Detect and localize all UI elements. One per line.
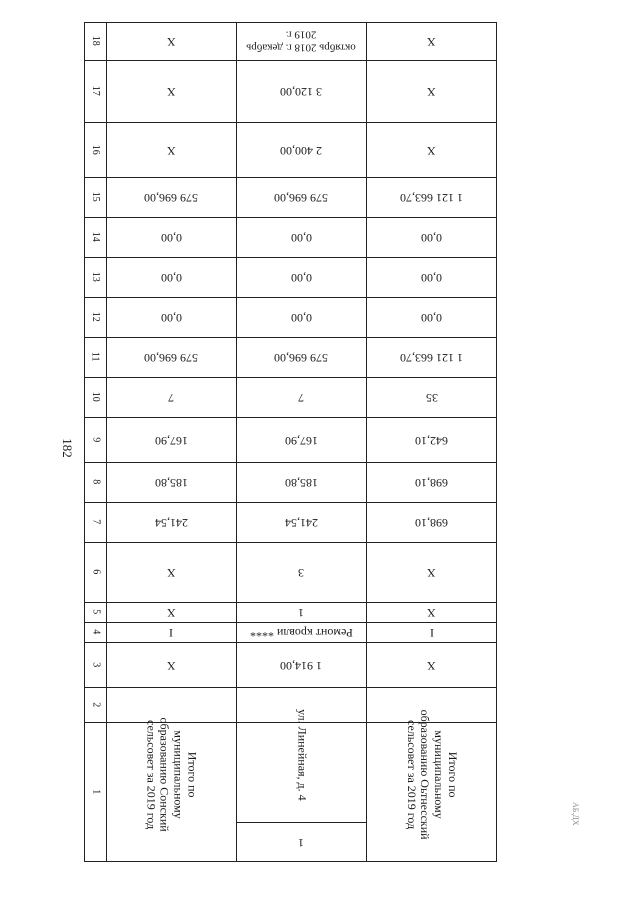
- table-cell-text: Х: [427, 143, 436, 158]
- table-cell-text: 0,00: [160, 230, 182, 245]
- table-cell: [366, 177, 497, 217]
- margin-note: АБ.ДХ: [571, 802, 580, 826]
- header-cell: [84, 177, 106, 217]
- table-cell-text: 1: [298, 605, 304, 620]
- table-cell-text: 0,00: [160, 270, 182, 285]
- table-cell-text: 35: [425, 390, 438, 405]
- header-cell-text: 12: [89, 312, 101, 322]
- table-cell: [236, 687, 366, 822]
- table-cell-text: Х: [427, 565, 436, 580]
- table-cell: [106, 687, 236, 862]
- table-cell: [366, 687, 497, 862]
- table-cell: [366, 417, 497, 462]
- table-cell-text: Х: [166, 658, 176, 673]
- header-cell-text: 9: [89, 437, 101, 442]
- table-cell: [236, 462, 366, 502]
- header-cell: [84, 22, 106, 60]
- header-cell: [84, 642, 106, 687]
- table-cell-text: Итого по муниципальному образованию Сонский сельсовет за 2019 год: [144, 717, 200, 832]
- header-cell-text: 18: [89, 36, 101, 46]
- table-cell-text: 698,10: [415, 515, 448, 530]
- table-cell: [236, 822, 366, 862]
- table-cell: [106, 217, 236, 257]
- table-cell-text: 3: [298, 565, 304, 580]
- table-cell: [236, 177, 366, 217]
- header-cell: [84, 462, 106, 502]
- header-cell-text: 8: [89, 479, 101, 485]
- table-cell: [236, 297, 366, 337]
- table-cell: [236, 337, 366, 377]
- header-cell: [84, 602, 106, 622]
- page-number: 182: [60, 438, 75, 458]
- table-cell-text: 241,54: [154, 515, 188, 530]
- table-cell-text: 3 120,00: [280, 84, 322, 99]
- table-cell-text: 0,00: [421, 310, 442, 325]
- table-cell-text: I: [169, 625, 173, 640]
- table-cell-text: октябрь 2018 г. декабрь 2019 г.: [246, 29, 356, 54]
- table-cell-text: 0,00: [290, 270, 312, 285]
- table-cell-text: 0,00: [421, 270, 442, 285]
- table-cell: [106, 257, 236, 297]
- table-cell: [236, 377, 366, 417]
- table-cell: [236, 602, 366, 622]
- table-cell-text: Х: [427, 605, 436, 620]
- table-cell: [106, 337, 236, 377]
- table-cell: [106, 122, 236, 177]
- table-cell: [366, 542, 497, 602]
- table-cell: [236, 642, 366, 687]
- table-cell: [106, 622, 236, 642]
- table-cell: [106, 462, 236, 502]
- header-cell-text: 15: [89, 192, 101, 202]
- header-cell: [84, 417, 106, 462]
- header-cell-text: 5: [89, 609, 101, 615]
- table-cell-text: 185,80: [284, 475, 318, 490]
- data-table: [84, 22, 497, 862]
- table-cell-text: Х: [166, 84, 176, 99]
- table-cell: [366, 377, 497, 417]
- header-cell-text: 14: [89, 232, 101, 242]
- header-cell: [84, 217, 106, 257]
- table-cell-text: Х: [427, 84, 436, 99]
- header-cell-text: 17: [89, 86, 101, 96]
- table-cell: [366, 257, 497, 297]
- header-cell: [84, 377, 106, 417]
- header-cell: [84, 687, 106, 722]
- header-cell-text: 16: [89, 144, 101, 155]
- header-cell: [84, 722, 106, 862]
- table-cell: [366, 502, 497, 542]
- header-cell-text: 10: [89, 392, 101, 402]
- table-cell-text: 185,80: [154, 475, 188, 490]
- table-cell-text: 579 696,00: [274, 350, 328, 365]
- table-cell: [236, 502, 366, 542]
- table-cell: [106, 602, 236, 622]
- header-cell-text: 6: [89, 569, 101, 575]
- table-cell: [366, 122, 497, 177]
- header-cell: [84, 122, 106, 177]
- table-cell-text: 7: [298, 390, 304, 405]
- header-cell: [84, 257, 106, 297]
- table-cell: [236, 22, 366, 60]
- table-cell: [366, 337, 497, 377]
- table-cell: [366, 217, 497, 257]
- table-cell: [106, 502, 236, 542]
- table-cell: [366, 297, 497, 337]
- header-cell: [84, 622, 106, 642]
- header-cell: [84, 337, 106, 377]
- table-cell-text: Х: [166, 565, 176, 580]
- table-cell-text: 7: [168, 390, 174, 405]
- table-cell: [106, 542, 236, 602]
- table-cell: [236, 417, 366, 462]
- header-cell: [84, 542, 106, 602]
- table-cell-text: 579 696,00: [144, 190, 198, 205]
- table-cell: [366, 642, 497, 687]
- header-cell-text: 3: [89, 662, 101, 667]
- table-cell: [366, 60, 497, 122]
- table-cell: [236, 257, 366, 297]
- table-cell-text: 1 121 663,70: [400, 350, 463, 365]
- table-cell: [366, 22, 497, 60]
- table-cell-text: 0,00: [290, 230, 312, 245]
- table-cell: [106, 297, 236, 337]
- table-cell: [106, 60, 236, 122]
- table-cell: [106, 642, 236, 687]
- table-cell-text: 1 121 663,70: [400, 190, 463, 205]
- table-cell: [236, 217, 366, 257]
- table-cell-text: ул. Линейная, д. 4: [294, 708, 309, 801]
- table-cell-text: Х: [166, 605, 176, 620]
- table-cell-text: Х: [427, 34, 436, 49]
- header-cell-text: 1: [89, 789, 101, 795]
- header-cell-text: 4: [89, 629, 101, 635]
- table-cell: [236, 60, 366, 122]
- table-cell-text: 167,90: [284, 433, 318, 448]
- table-cell: [106, 177, 236, 217]
- table-cell-text: Х: [427, 658, 436, 673]
- table-cell-text: Итого по муниципальному образованию Оьтнесский сельсовет за 2019 год: [404, 709, 461, 840]
- table-cell: [236, 622, 366, 642]
- header-cell-text: 7: [89, 519, 101, 525]
- header-cell-text: 11: [89, 352, 101, 362]
- table-cell-text: 1 914,00: [280, 658, 322, 673]
- table-cell-text: I: [429, 625, 434, 640]
- table-cell-text: Х: [166, 34, 176, 49]
- header-cell-text: 13: [89, 272, 101, 282]
- table-cell-text: 0,00: [290, 310, 312, 325]
- table-cell: [366, 462, 497, 502]
- table-cell: [236, 122, 366, 177]
- table-cell: [236, 542, 366, 602]
- header-cell: [84, 297, 106, 337]
- table-cell: [106, 377, 236, 417]
- table-cell: [106, 22, 236, 60]
- table-cell: [106, 417, 236, 462]
- table-cell-text: 0,00: [421, 230, 442, 245]
- table-cell-text: 0,00: [160, 310, 182, 325]
- table-cell-text: 642,10: [415, 433, 448, 448]
- table-cell: [366, 602, 497, 622]
- table-cell-text: 2 400,00: [280, 143, 322, 158]
- header-cell-text: 2: [89, 702, 101, 707]
- header-cell: [84, 502, 106, 542]
- table-cell-text: 698,10: [415, 475, 448, 490]
- header-cell: [84, 60, 106, 122]
- table-cell-text: 167,90: [154, 433, 188, 448]
- table-cell-text: 241,54: [284, 515, 318, 530]
- table-cell-text: 579 696,00: [274, 190, 328, 205]
- table-cell: [366, 622, 497, 642]
- table-cell-text: 1: [298, 835, 304, 850]
- table-cell-text: Х: [166, 143, 176, 158]
- table-cell-text: Ремонт кровли ****: [249, 625, 353, 640]
- table-cell-text: 579 696,00: [144, 350, 198, 365]
